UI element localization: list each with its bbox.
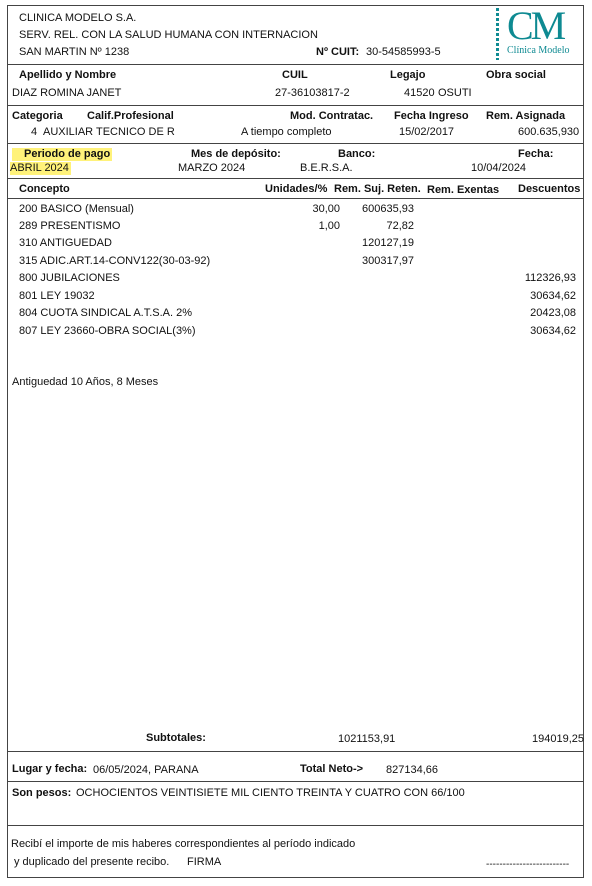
rem-asignada-label: Rem. Asignada [486, 110, 566, 122]
header-concepto: Concepto [19, 183, 70, 195]
table-row [0, 203, 592, 220]
cuil-value: 27-36103817-2 [275, 87, 350, 99]
calif-label: Calif.Profesional [87, 110, 174, 122]
header-unidades: Unidades/% [265, 183, 328, 195]
banco-label: Banco: [338, 148, 376, 160]
antiguedad-note: Antiguedad 10 Años, 8 Meses [12, 376, 159, 388]
divider [7, 198, 584, 199]
legajo-value: 41520 [404, 87, 435, 99]
categoria-value: 4 [31, 126, 38, 138]
cell-concepto: 310 ANTIGUEDAD [19, 237, 112, 249]
fecha-label: Fecha: [518, 148, 554, 160]
table-row [0, 272, 592, 289]
cell-concepto: 800 JUBILACIONES [19, 272, 120, 284]
divider [7, 825, 584, 826]
mod-contratac-value: A tiempo completo [241, 126, 332, 138]
divider [7, 178, 584, 179]
son-pesos-value: OCHOCIENTOS VEINTISIETE MIL CIENTO TREINTA Y CUATRO CON 66/100 [76, 787, 465, 799]
fecha-value: 10/04/2024 [471, 162, 527, 174]
son-pesos-label: Son pesos: [12, 787, 72, 799]
subtotales-label: Subtotales: [146, 732, 206, 744]
receipt-statement-line2: y duplicado del presente recibo. [14, 856, 170, 868]
divider [7, 781, 584, 782]
cuit-value: 30-54585993-5 [366, 46, 441, 58]
name-label: Apellido y Nombre [19, 69, 117, 81]
company-logo-text: Clínica Modelo [507, 45, 570, 56]
divider [7, 105, 584, 106]
legajo-label: Legajo [390, 69, 426, 81]
table-row [0, 255, 592, 272]
calif-value: AUXILIAR TECNICO DE R [43, 126, 175, 138]
cell-descuentos: 30634,62 [530, 290, 576, 302]
cell-rem-suj: 72,82 [386, 220, 414, 232]
periodo-value: ABRIL 2024 [10, 162, 69, 174]
cell-concepto: 804 CUOTA SINDICAL A.T.S.A. 2% [19, 307, 193, 319]
banco-value: B.E.R.S.A. [300, 162, 353, 174]
employee-name: DIAZ ROMINA JANET [12, 87, 122, 99]
cell-concepto: 801 LEY 19032 [19, 290, 95, 302]
fecha-ingreso-label: Fecha Ingreso [394, 110, 469, 122]
periodo-label: Periodo de pago [12, 148, 112, 161]
company-activity: SERV. REL. CON LA SALUD HUMANA CON INTERNACION [19, 29, 318, 41]
table-row [0, 237, 592, 254]
cell-rem-suj: 120127,19 [362, 237, 414, 249]
header-rem-exentas: Rem. Exentas [427, 184, 500, 196]
rem-asignada-value: 600.635,930 [518, 126, 580, 138]
table-row [0, 307, 592, 324]
obra-social-label: Obra social [486, 69, 546, 81]
cell-descuentos: 20423,08 [530, 307, 576, 319]
total-neto-label: Total Neto-> [300, 763, 364, 775]
table-row [0, 220, 592, 237]
cell-concepto: 807 LEY 23660-OBRA SOCIAL(3%) [19, 325, 196, 337]
company-address: SAN MARTIN Nº 1238 [19, 46, 130, 58]
divider [7, 751, 584, 752]
cuit-label: Nº CUIT: [316, 46, 360, 58]
lugar-fecha-label: Lugar y fecha: [12, 763, 88, 775]
cell-unidades: 30,00 [312, 203, 340, 215]
lugar-fecha-value: 06/05/2024, PARANA [93, 764, 199, 776]
cell-rem-suj: 600635,93 [362, 203, 414, 215]
cell-descuentos: 112326,93 [524, 272, 576, 284]
header-rem-suj: Rem. Suj. Reten. [334, 183, 421, 195]
obra-social-value: OSUTI [438, 87, 472, 99]
firma-label: FIRMA [187, 856, 222, 868]
cell-unidades: 1,00 [318, 220, 340, 232]
company-name: CLINICA MODELO S.A. [19, 12, 137, 24]
categoria-label: Categoria [12, 110, 63, 122]
cell-concepto: 289 PRESENTISMO [19, 220, 121, 232]
table-row [0, 325, 592, 342]
signature-line: ------------------------- [486, 859, 570, 870]
fecha-ingreso-value: 15/02/2017 [399, 126, 455, 138]
divider [7, 64, 584, 65]
mod-contratac-label: Mod. Contratac. [290, 110, 374, 122]
total-neto-value: 827134,66 [386, 764, 438, 776]
logo-stripe [496, 8, 499, 60]
cell-rem-suj: 300317,97 [362, 255, 414, 267]
cuil-label: CUIL [282, 69, 308, 81]
receipt-statement-line1: Recibí el importe de mis haberes correspondientes al período indicado [11, 838, 356, 850]
cell-concepto: 315 ADIC.ART.14-CONV122(30-03-92) [19, 255, 211, 267]
header-descuentos: Descuentos [518, 183, 581, 195]
mes-deposito-value: MARZO 2024 [178, 162, 246, 174]
mes-deposito-label: Mes de depósito: [191, 148, 281, 160]
subtotal-rem: 1021153,91 [338, 733, 396, 745]
table-row [0, 290, 592, 307]
subtotal-descuentos: 194019,25 [532, 733, 584, 745]
company-logo: CM [507, 3, 564, 48]
cell-descuentos: 30634,62 [530, 325, 576, 337]
cell-concepto: 200 BASICO (Mensual) [19, 203, 134, 215]
divider [7, 143, 584, 144]
